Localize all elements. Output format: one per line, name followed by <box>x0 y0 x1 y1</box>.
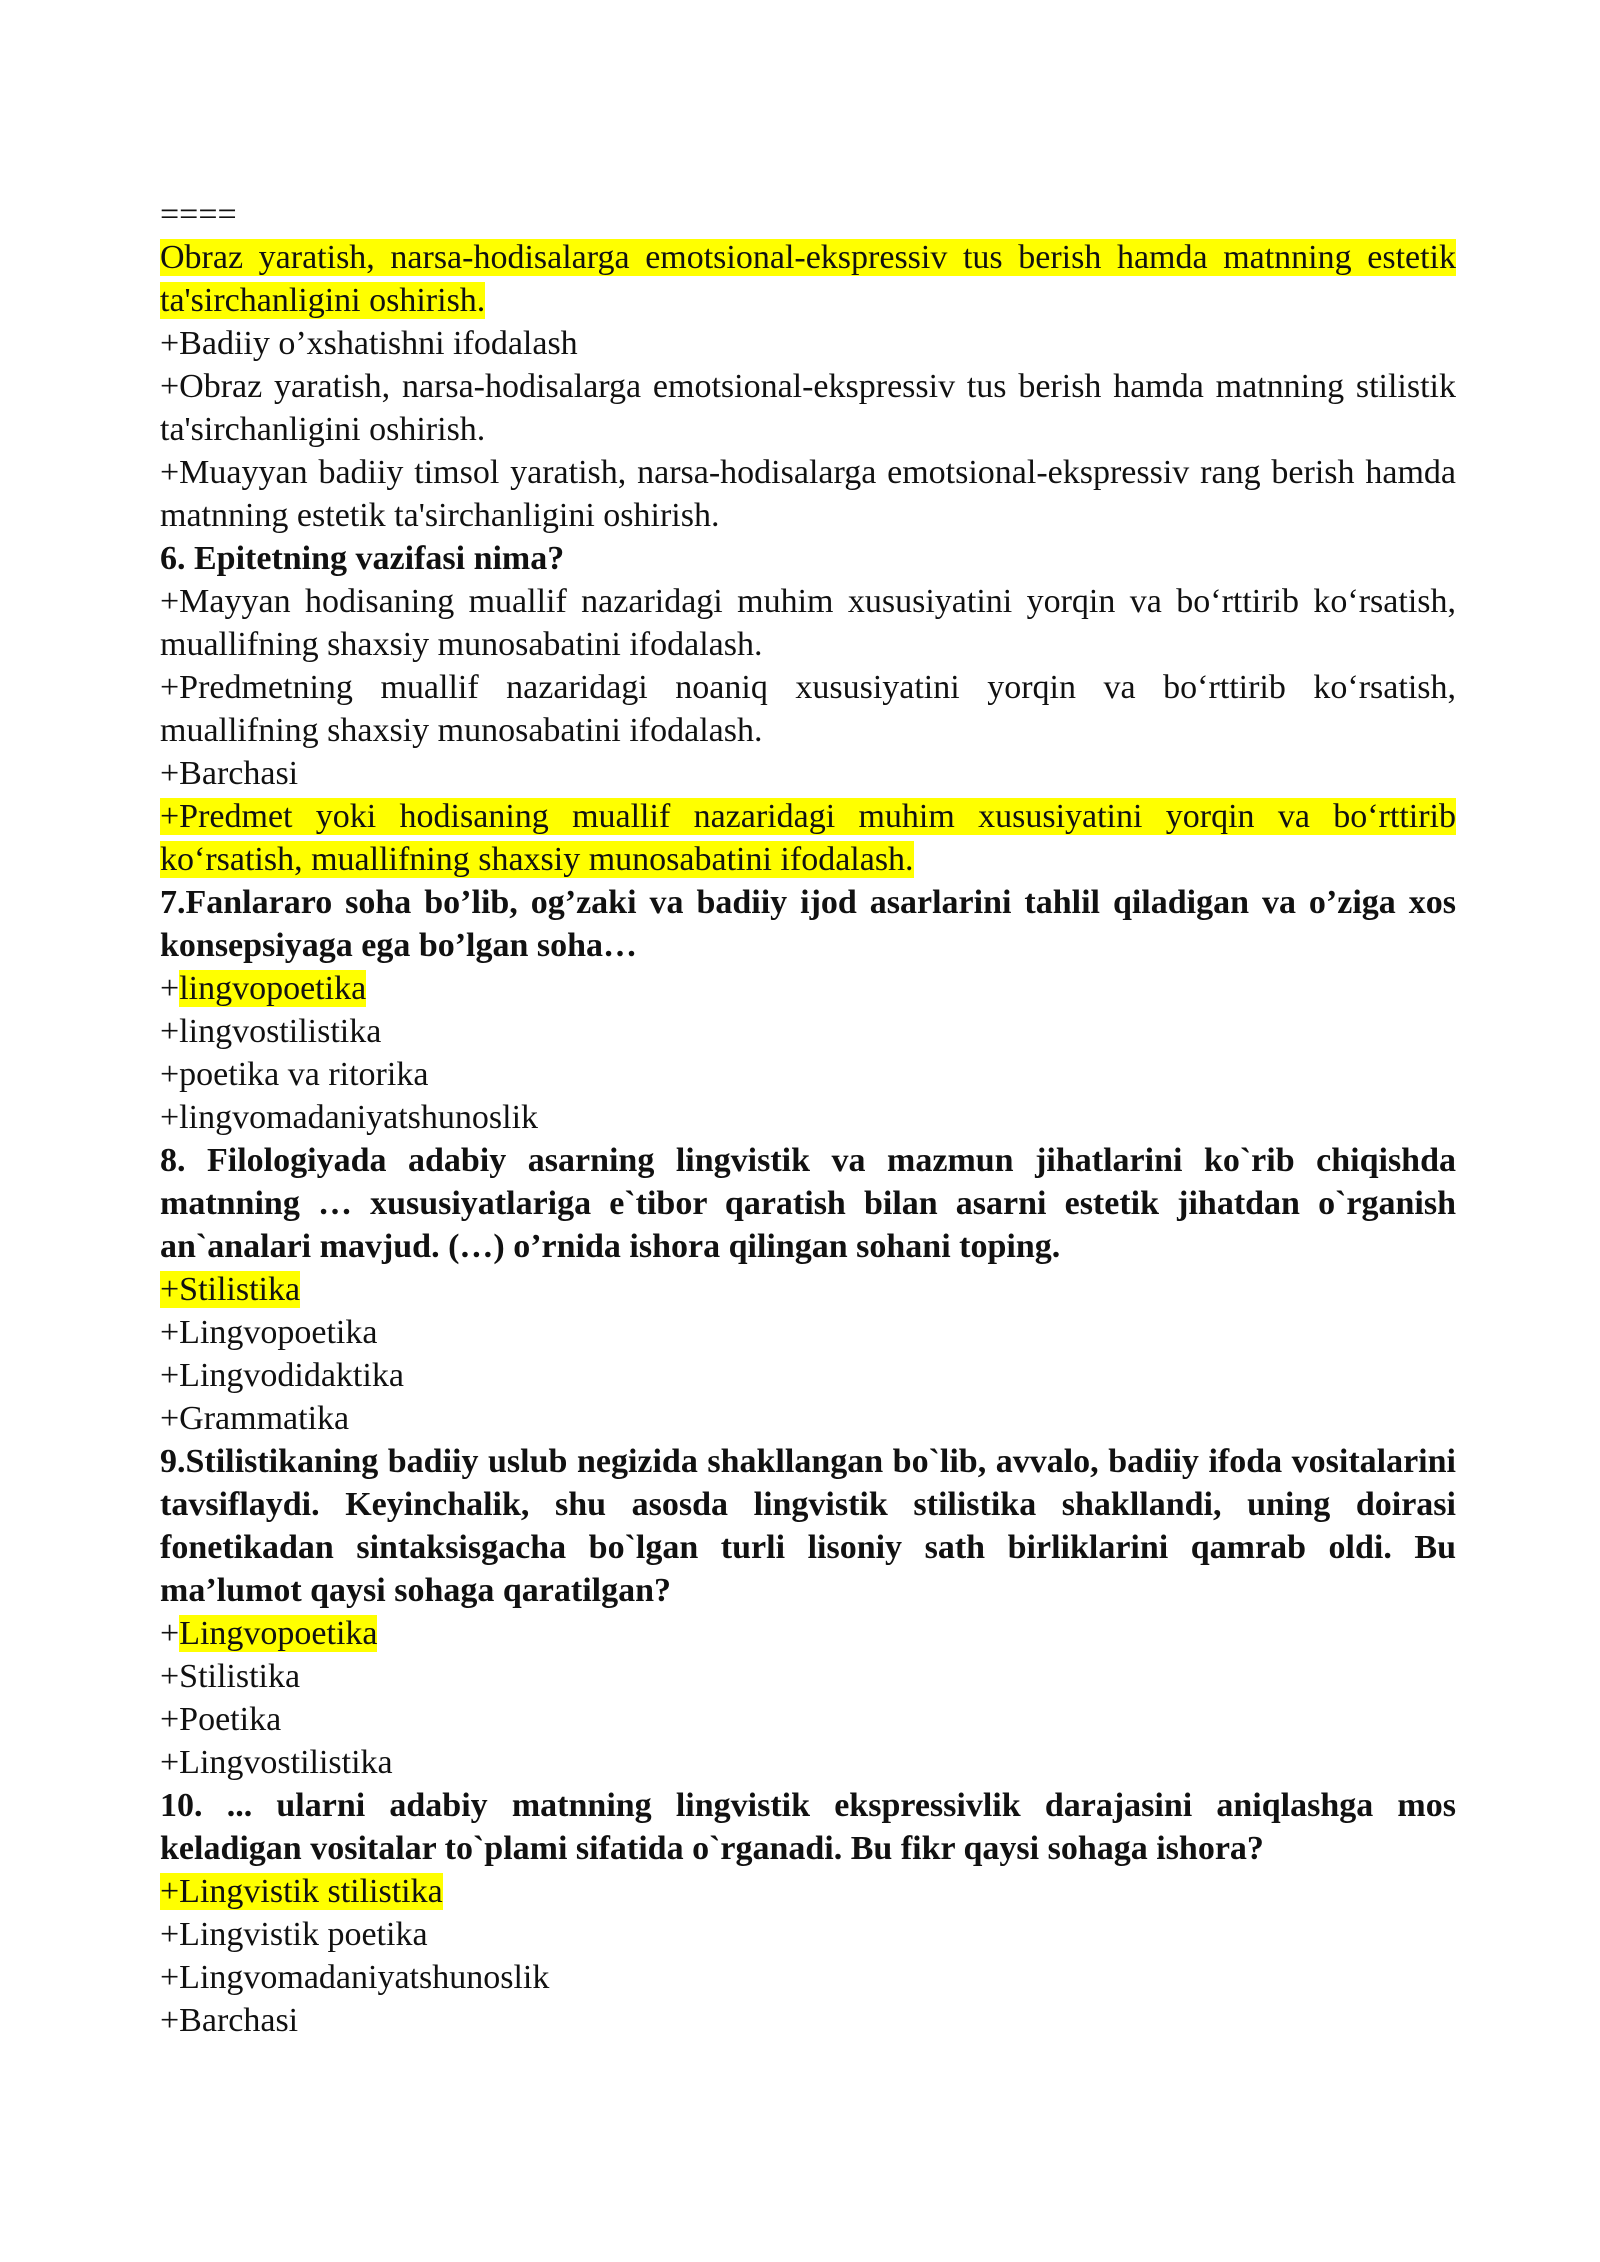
q9-option-3: +Lingvostilistika <box>160 1744 393 1781</box>
q10-option-3: +Barchasi <box>160 2002 299 2039</box>
highlight-mark: Lingvopoetika <box>179 1615 378 1652</box>
q7-answer <box>160 967 1456 1010</box>
question-9: 9.Stilistikaning badiiy uslub negizida shakllangan bo`lib, avvalo, badiiy ifoda vositalarini tavsiflaydi. Keyinchalik, shu asosda lingvistik stilistika shakllandi, uning doirasi fonetikadan sintaksisgacha bo`lgan turli lisoniy sath birliklarini qamrab oldi. Bu ma’lumot qaysi sohaga qaratilgan? <box>160 1443 1456 1609</box>
q10-option-1: +Lingvistik poetika <box>160 1916 428 1953</box>
highlight-mark: +Lingvistik stilistika <box>160 1873 443 1910</box>
intro-option-3: +Muayyan badiiy timsol yaratish, narsa-hodisalarga emotsional-ekspressiv rang berish hamda matnning estetik ta'sirchanligini oshirish. <box>160 454 1456 534</box>
q10-answer <box>160 1870 1456 1913</box>
q8-option-3: +Grammatika <box>160 1400 350 1437</box>
q8-option-2: +Lingvodidaktika <box>160 1357 404 1394</box>
q7-option-2: +poetika va ritorika <box>160 1056 429 1093</box>
q7-option-1: +lingvostilistika <box>160 1013 382 1050</box>
question-7: 7.Fanlararo soha bo’lib, og’zaki va badiiy ijod asarlarini tahlil qiladigan va o’ziga xos konsepsiyaga ega bo’lgan soha… <box>160 884 1456 964</box>
q9-option-1: +Stilistika <box>160 1658 301 1695</box>
intro-option-1: +Badiiy o’xshatishni ifodalash <box>160 325 578 362</box>
q6-highlighted-answer <box>160 795 1456 881</box>
highlight-mark: Obraz yaratish, narsa-hodisalarga emotsional-ekspressiv tus berish hamda matnning estetik ta'sirchanligini oshirish. <box>160 239 1456 319</box>
highlight-mark: +Predmet yoki hodisaning muallif nazaridagi muhim xususiyatini yorqin va bo‘rttirib ko‘rsatish, muallifning shaxsiy munosabatini ifodalash. <box>160 798 1456 878</box>
question-6: 6. Epitetning vazifasi nima? <box>160 540 565 577</box>
question-8: 8. Filologiyada adabiy asarning lingvistik va mazmun jihatlarini ko`rib chiqishda matnning … xususiyatlariga e`tibor qaratish bilan asarni estetik jihatdan o`rganish an`analari mavjud. (…) o’rnida ishora qilingan sohani toping. <box>160 1142 1456 1265</box>
q9-option-2: +Poetika <box>160 1701 282 1738</box>
q8-option-1: +Lingvopoetika <box>160 1314 378 1351</box>
q10-option-2: +Lingvomadaniyatshunoslik <box>160 1959 550 1996</box>
q6-option-3: +Barchasi <box>160 755 299 792</box>
plus-sign: + <box>160 1615 180 1652</box>
q8-answer <box>160 1268 1456 1311</box>
q9-answer <box>160 1612 1456 1655</box>
separator: ==== <box>160 196 237 233</box>
q6-option-2: +Predmetning muallif nazaridagi noaniq xususiyatini yorqin va bo‘rttirib ko‘rsatish, muallifning shaxsiy munosabatini ifodalash. <box>160 669 1456 749</box>
intro-option-2: +Obraz yaratish, narsa-hodisalarga emotsional-ekspressiv tus berish hamda matnning stilistik ta'sirchanligini oshirish. <box>160 368 1456 448</box>
q7-option-3: +lingvomadaniyatshunoslik <box>160 1099 539 1136</box>
question-10: 10. ... ularni adabiy matnning lingvistik ekspressivlik darajasini aniqlashga mos keladigan vositalar to`plami sifatida o`rganadi. Bu fikr qaysi sohaga ishora? <box>160 1787 1456 1867</box>
q6-option-1: +Mayyan hodisaning muallif nazaridagi muhim xususiyatini yorqin va bo‘rttirib ko‘rsatish, muallifning shaxsiy munosabatini ifodalash. <box>160 583 1456 663</box>
plus-sign: + <box>160 970 180 1007</box>
intro-highlighted-answer <box>160 236 1456 322</box>
highlight-mark: +Stilistika <box>160 1271 301 1308</box>
highlight-mark: lingvopoetika <box>179 970 367 1007</box>
document-page <box>160 193 1456 2042</box>
